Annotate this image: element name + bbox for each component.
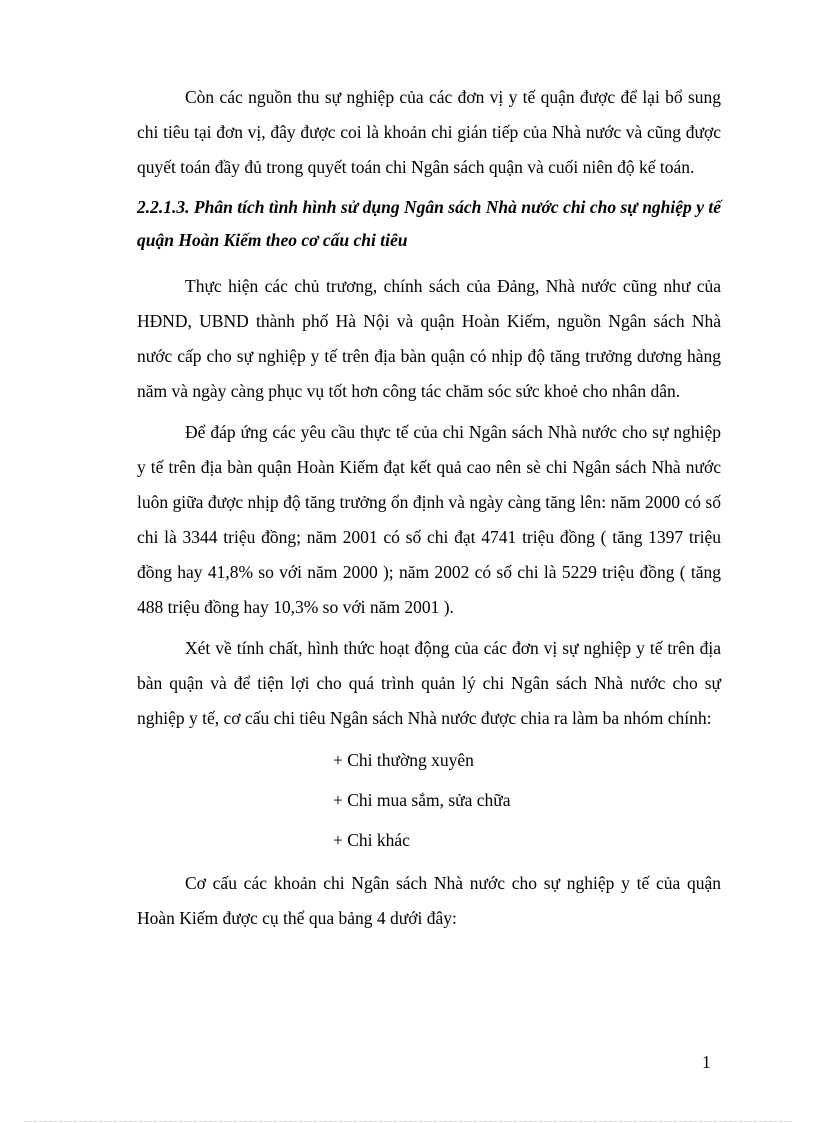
paragraph-revenue-sources: Còn các nguồn thu sự nghiệp của các đơn vị y tế quận được để lại bổ sung chi tiêu tại đơn vị, đây được coi là khoản chi gián tiếp của Nhà nước và cũng được quyết toán đầy đủ trong quyết toán chi Ngân sách quận và cuối niên độ kế toán.: [137, 87, 721, 177]
paragraph-policy: Thực hiện các chủ trương, chính sách của Đảng, Nhà nước cũng như của HĐND, UBND thành phố Hà Nội và quận Hoàn Kiếm, nguồn Ngân sách Nhà nước cấp cho sự nghiệp y tế trên địa bàn quận có nhịp độ tăng trưởng dương hàng năm và ngày càng phục vụ tốt hơn công tác chăm sóc sức khoẻ cho nhân dân.: [137, 276, 721, 401]
list-item: + Chi mua sắm, sửa chữa: [333, 790, 511, 810]
page-number: 1: [702, 1052, 711, 1072]
paragraph-growth: Để đáp ứng các yêu cầu thực tế của chi Ngân sách Nhà nước cho sự nghiệp y tế trên địa bàn quận Hoàn Kiếm đạt kết quả cao nên sè chi Ngân sách Nhà nước luôn giữa được nhịp độ tăng trưởng ổn định và ngày càng tăng lên: năm 2000 có số chi là 3344 triệu đồng; năm 2001 có số chi đạt 4741 triệu đồng ( tăng 1397 triệu đồng hay 41,8% so với năm 2000 ); năm 2002 có số chi là 5229 triệu đồng ( tăng 488 triệu đồng hay 10,3% so với năm 2001 ).: [137, 422, 721, 617]
list-item: + Chi thường xuyên: [333, 750, 474, 770]
page-bottom-divider: [24, 1121, 792, 1122]
section-heading: 2.2.1.3. Phân tích tình hình sử dụng Ngân sách Nhà nước chi cho sự nghiệp y tế quận Hoàn Kiếm theo cơ cấu chi tiêu: [137, 197, 721, 250]
spending-group-list: [137, 740, 721, 860]
paragraph-table-intro: Cơ cấu các khoản chi Ngân sách Nhà nước cho sự nghiệp y tế của quận Hoàn Kiếm được cụ thể qua bảng 4 dưới đây:: [137, 873, 721, 928]
paragraph-structure: Xét về tính chất, hình thức hoạt động của các đơn vị sự nghiệp y tế trên địa bàn quận và để tiện lợi cho quá trình quản lý chi Ngân sách Nhà nước cho sự nghiệp y tế, cơ cấu chi tiêu Ngân sách Nhà nước được chia ra làm ba nhóm chính:: [137, 638, 721, 728]
page-content: [137, 80, 721, 942]
list-item: + Chi khác: [333, 830, 410, 850]
